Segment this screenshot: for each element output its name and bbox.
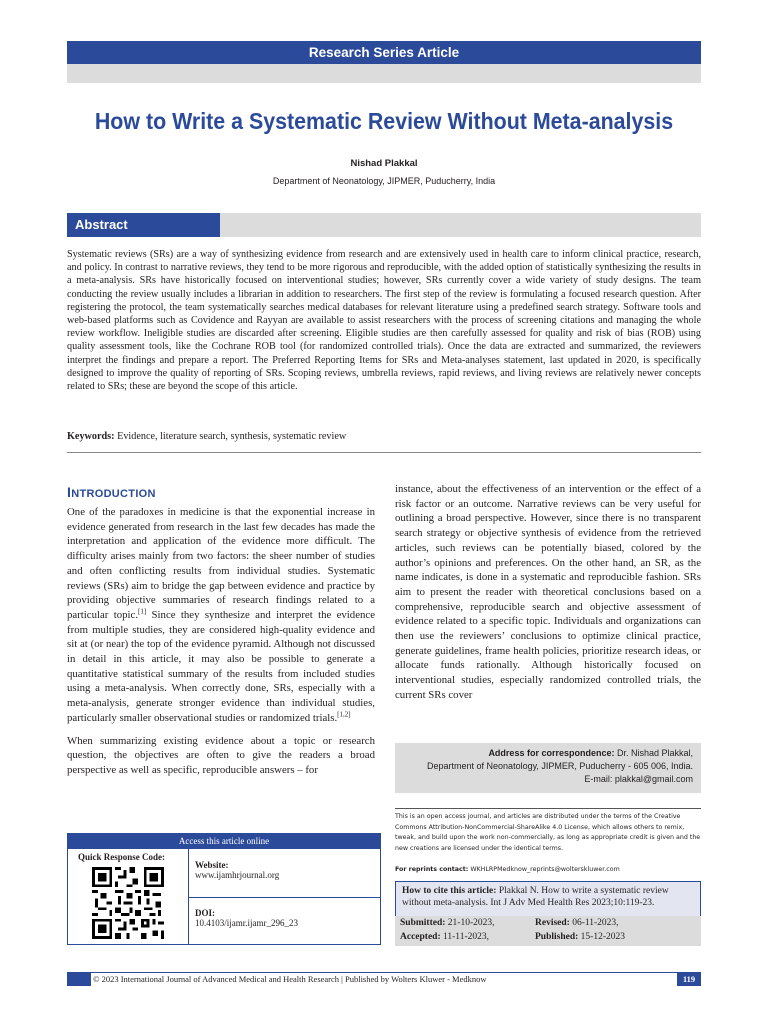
qr-code-icon[interactable] (92, 867, 164, 939)
citation-text: Plakkal N. How to write a systematic review without meta-analysis. Int J Adv Med Health Res 2023;10:119-23. (402, 886, 669, 908)
abstract-heading-bar (220, 213, 701, 237)
citation-label: How to cite this article: (402, 886, 497, 896)
article-type-banner: Research Series Article (67, 41, 701, 64)
correspondence-name: Dr. Nishad Plakkal, (614, 748, 693, 758)
reprints-email[interactable]: WKHLRPMedknow_reprints@wolterskluwer.com (468, 866, 620, 873)
keywords (67, 431, 701, 442)
reference-link[interactable]: [1,2] (337, 710, 351, 719)
dates-box (395, 916, 701, 946)
access-box (67, 833, 381, 945)
date-published: Published: 15-12-2023 (535, 932, 625, 942)
doi-label: DOI: (195, 908, 215, 918)
website-link[interactable]: www.ijamhrjournal.org (195, 870, 280, 880)
website-label: Website: (195, 860, 229, 870)
footer-copyright: © 2023 International Journal of Advanced Medical and Health Research | Published by Wolters Kluwer - Medknow (93, 974, 487, 984)
reprints-info (395, 866, 701, 873)
intro-paragraph-2: When summarizing existing evidence about a topic or research question, the objectives are often to give the readers a broad perspective as well as specific, reproducible answers – for (67, 734, 375, 776)
author-affiliation: Department of Neonatology, JIPMER, Puducherry, India (272, 176, 496, 186)
intro-paragraph-3: instance, about the effectiveness of an intervention or the effect of a risk factor or an outcome. Narrative reviews can be very useful for outlining a broad perspective. However, since there is no transparent search strategy or objective synthesis of evidence from the retrieved articles, such reviews can be potentially biased, colored by the author’s opinions and preferences. On the other hand, an SR, as the name indicates, is done in a systematic and reproducible fashion. SRs aim to present the reader with theoretical conclusions based on a comprehensive, reproducible search and objective assessment of evidence related to a specific topic. Individuals and organizations can then use the reviewers’ conclusions to optimize clinical practice, generate guidelines, frame health policies, prioritize research ideas, or allocate funds rationally. Although historically focused on interventional studies, especially randomized controlled trials, the current SRs cover (395, 483, 701, 701)
page-footer (67, 972, 701, 986)
license-divider (395, 808, 701, 809)
correspondence-address: Department of Neonatology, JIPMER, Puducherry - 605 006, India. (427, 761, 693, 771)
author-name: Nishad Plakkal (350, 158, 418, 169)
keywords-label: Keywords: (67, 431, 115, 442)
correspondence-label: Address for correspondence: (488, 748, 615, 758)
website-info (195, 860, 279, 880)
article-title: How to Write a Systematic Review Without Meta-analysis (94, 108, 674, 134)
abstract-text: Systematic reviews (SRs) are a way of synthesizing evidence from research and are extensively used in health care to inform clinical practice, research, and policy. In contrast to narrative reviews, they tend to be more rigorous and reproducible, with the added option of statistically synthesizing the results in a meta-analysis. SRs have historically focused on interventional studies; however, SRs currently cover a wide variety of study designs. The team conducting the review usually includes a librarian in addition to researchers. The first step of the review is formulating a focused research question. After registering the protocol, the team systematically searches medical databases for relevant literature using a predefined search strategy. Software tools and web-based platforms such as Covidence and Rayyan are available to assist researchers with the process of screening citations and managing the whole review workflow. Ineligible studies are discarded after screening. Eligible studies are then carefully assessed for quality and risk of bias (ROB) using quality assessment tools, like the Cochrane ROB tool (for randomized controlled trials). Once the data are extracted and summarized, the reviewers interpret the findings and prepare a report. The Preferred Reporting Items for SRs and Meta-analyses statement, last updated in 2020, is specifically designed to improve the quality of reporting of SRs. Scoping reviews, umbrella reviews, rapid reviews, and living reviews are relatively newer concepts related to SRs; these are beyond the scope of this article. (67, 249, 701, 393)
access-heading: Access this article online (68, 834, 380, 849)
doi-info (195, 908, 298, 928)
correspondence-box (395, 743, 701, 793)
footer-accent (67, 973, 91, 986)
left-column (67, 505, 375, 778)
date-accepted: Accepted: 11-11-2023, (400, 932, 489, 942)
qr-section (68, 849, 189, 944)
introduction-heading: INTRODUCTION (67, 484, 156, 500)
page-number: 119 (677, 973, 701, 986)
access-divider (188, 897, 380, 898)
reference-link[interactable]: [1] (138, 607, 147, 616)
correspondence-email[interactable]: E-mail: plakkal@gmail.com (584, 774, 693, 784)
right-column (395, 482, 701, 703)
header-grey-bar (67, 64, 701, 83)
qr-label: Quick Response Code: (78, 852, 166, 862)
reprints-label: For reprints contact: (395, 866, 469, 873)
license-text: This is an open access journal, and articles are distributed under the terms of the Creative Commons Attribution-NonCommercial-ShareAlike 4.0 License, which allows others to remix, tweak, and build upon the work non-commercially, as long as appropriate credit is given and the new creations are licensed under the identical terms. (395, 813, 701, 852)
abstract-heading: Abstract (67, 213, 220, 237)
keywords-list: Evidence, literature search, synthesis, systematic review (114, 431, 347, 442)
doi-link[interactable]: 10.4103/ijamr.ijamr_296_23 (195, 918, 298, 928)
date-revised: Revised: 06-11-2023, (535, 918, 619, 928)
date-submitted: Submitted: 21-10-2023, (400, 918, 495, 928)
intro-paragraph-1: One of the paradoxes in medicine is that the exponential increase in evidence generated from research in the last few decades has made the interpretation and application of the evidence more difficult. The difficulty arises mainly from two factors: the sheer number of studies and often conflicting results from individual studies. Systematic reviews (SRs) aim to bridge the gap between evidence and practice by providing objective summaries of research findings related to a particular topic.[1] Since they synthesize and interpret the evidence from multiple studies, they are considered high-quality evidence and sit at (or near) the top of the evidence pyramid. Although not discussed in detail in this article, it may also be possible to generate a quantitative statistical summary of the results from included studies using a meta-analysis. When correctly done, SRs, especially with a meta-analysis, generate stronger evidence than individual studies, particularly smaller observational studies or randomized trials.[1,2] (67, 506, 375, 724)
section-divider (67, 452, 701, 453)
